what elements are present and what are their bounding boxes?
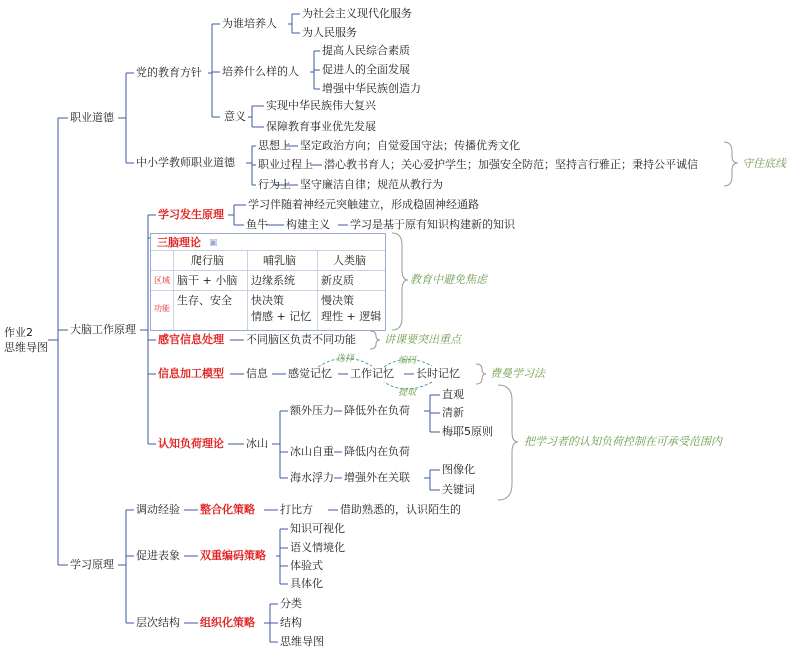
node-dual-coding: 双重编码策略 bbox=[200, 549, 266, 562]
note-load-control: 把学习者的认知负荷控制在可承受范围内 bbox=[524, 435, 722, 448]
node-professional-ethics: 职业道德 bbox=[70, 111, 114, 124]
cell-function-1: 生存、安全 bbox=[177, 294, 232, 307]
node-party-policy: 党的教育方针 bbox=[136, 66, 202, 79]
node-iceberg: 冰山 bbox=[246, 437, 268, 450]
leaf-structure: 结构 bbox=[280, 616, 302, 629]
node-buoyancy: 海水浮力 bbox=[290, 471, 334, 484]
leaf-who-2: 为人民服务 bbox=[302, 26, 357, 39]
node-integration-strategy: 整合化策略 bbox=[200, 503, 255, 516]
node-mobilize-experience: 调动经验 bbox=[136, 503, 180, 516]
node-iceberg-weight: 冰山自重 bbox=[290, 445, 334, 458]
leaf-clear: 清新 bbox=[442, 406, 464, 419]
node-info-model: 信息加工模型 bbox=[158, 367, 224, 380]
node-brain-principles: 大脑工作原理 bbox=[70, 323, 136, 336]
leaf-constructivism: 构建主义 bbox=[286, 218, 330, 231]
node-learning-principles: 学习原理 bbox=[70, 558, 114, 571]
leaf-classify: 分类 bbox=[280, 597, 302, 610]
leaf-mayer: 梅耶5原则 bbox=[442, 425, 493, 438]
leaf-familiar: 借助熟悉的，认识陌生的 bbox=[340, 503, 461, 516]
leaf-intuitive: 直观 bbox=[442, 388, 464, 401]
row-label-region: 区域 bbox=[154, 276, 170, 285]
node-learning-occurrence: 学习发生原理 bbox=[158, 208, 224, 221]
node-for-whom: 为谁培养人 bbox=[222, 17, 277, 30]
step-working-memory: 工作记忆 bbox=[350, 367, 394, 380]
step-sensory-memory: 感觉记忆 bbox=[288, 367, 332, 380]
node-teacher-ethics: 中小学教师职业道德 bbox=[136, 156, 235, 169]
leaf-knowledge-visual: 知识可视化 bbox=[290, 522, 345, 535]
header-human: 人类脑 bbox=[333, 254, 366, 267]
node-meaning: 意义 bbox=[224, 110, 246, 123]
cell-function-2a: 快决策 bbox=[251, 294, 284, 307]
node-sensory: 感官信息处理 bbox=[158, 333, 224, 346]
cell-region-1: 脑干 + 小脑 bbox=[177, 274, 238, 287]
row-label-function: 功能 bbox=[154, 304, 170, 313]
step-info: 信息 bbox=[246, 367, 268, 380]
triune-title: 三脑理论 bbox=[157, 236, 201, 249]
node-hierarchy: 层次结构 bbox=[136, 616, 180, 629]
leaf-constructivism-text: 学习是基于原有知识构建新的知识 bbox=[350, 218, 515, 231]
leaf-fish-cow: 鱼牛 bbox=[246, 218, 268, 231]
leaf-thought: 坚定政治方向；自觉爱国守法；传播优秀文化 bbox=[300, 139, 520, 152]
leaf-what-3: 增强中华民族创造力 bbox=[322, 82, 421, 95]
cell-region-3: 新皮质 bbox=[321, 274, 354, 287]
note-highlight: 讲课要突出重点 bbox=[384, 333, 461, 346]
leaf-meaning-1: 实现中华民族伟大复兴 bbox=[266, 99, 376, 112]
note-avoid-anxiety: 教育中避免焦虑 bbox=[410, 273, 487, 286]
node-thought: 思想上 bbox=[258, 139, 291, 152]
leaf-what-2: 促进人的全面发展 bbox=[322, 63, 410, 76]
leaf-sensory: 不同脑区负责不同功能 bbox=[246, 333, 356, 346]
root-title-line1: 作业2 bbox=[4, 326, 33, 339]
cell-function-3a: 慢决策 bbox=[321, 294, 354, 307]
step-long-term-memory: 长时记忆 bbox=[416, 367, 460, 380]
arc-encode: 编码 bbox=[398, 356, 417, 366]
note-bottom-line: 守住底线 bbox=[742, 157, 786, 170]
root-title-line2: 思维导图 bbox=[4, 341, 48, 354]
node-promote-imagery: 促进表象 bbox=[136, 549, 180, 562]
node-behavior: 行为上 bbox=[258, 178, 291, 191]
cell-function-2b: 情感 + 记忆 bbox=[251, 310, 312, 323]
cell-region-2: 边缘系统 bbox=[251, 274, 295, 287]
leaf-concrete: 具体化 bbox=[290, 577, 323, 590]
header-reptilian: 爬行脑 bbox=[191, 254, 224, 267]
leaf-mind-map: 思维导图 bbox=[280, 635, 324, 648]
leaf-keywords: 关键词 bbox=[442, 483, 475, 496]
leaf-meaning-2: 保障教育事业优先发展 bbox=[266, 120, 376, 133]
leaf-behavior: 坚守廉洁自律；规范从教行为 bbox=[300, 178, 443, 191]
leaf-experiential: 体验式 bbox=[290, 559, 323, 572]
leaf-process: 潜心教书育人；关心爱护学生；加强安全防范；坚持言行雅正；秉持公平诚信 bbox=[324, 158, 698, 171]
leaf-who-1: 为社会主义现代化服务 bbox=[302, 7, 412, 20]
leaf-learning-1: 学习伴随着神经元突触建立，形成稳固神经通路 bbox=[248, 198, 479, 211]
leaf-enhance-germane: 增强外在关联 bbox=[344, 471, 410, 484]
leaf-reduce-extraneous: 降低外在负荷 bbox=[344, 404, 410, 417]
note-feynman: 费曼学习法 bbox=[490, 367, 545, 380]
leaf-reduce-intrinsic: 降低内在负荷 bbox=[344, 445, 410, 458]
leaf-semantic-context: 语义情境化 bbox=[290, 541, 345, 554]
leaf-visualize: 图像化 bbox=[442, 463, 475, 476]
cell-function-3b: 理性 + 逻辑 bbox=[321, 310, 382, 323]
header-mammalian: 哺乳脑 bbox=[263, 254, 296, 267]
node-what-kind: 培养什么样的人 bbox=[222, 65, 299, 78]
node-organization-strategy: 组织化策略 bbox=[200, 616, 255, 629]
arc-select: 选择 bbox=[336, 354, 355, 364]
image-icon: ▣ bbox=[209, 238, 218, 248]
node-cognitive-load: 认知负荷理论 bbox=[158, 437, 224, 450]
leaf-analogy: 打比方 bbox=[280, 503, 313, 516]
arc-retrieve: 提取 bbox=[398, 388, 417, 398]
leaf-what-1: 提高人民综合素质 bbox=[322, 44, 410, 57]
triune-brain-table bbox=[150, 233, 386, 331]
node-process: 职业过程上 bbox=[258, 158, 313, 171]
node-extra-pressure: 额外压力 bbox=[290, 404, 334, 417]
